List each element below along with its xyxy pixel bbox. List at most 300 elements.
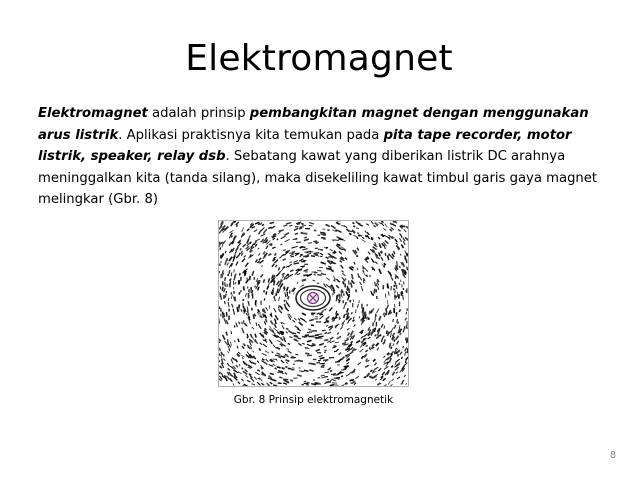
filing-dash (396, 296, 397, 298)
filing-dash (346, 291, 348, 296)
filing-dash (317, 362, 320, 363)
filing-dash (286, 332, 288, 334)
filing-dash (397, 377, 400, 379)
filing-dash (308, 329, 311, 330)
filing-dash (351, 312, 352, 314)
filing-dash (366, 275, 367, 277)
filing-dash (353, 381, 355, 383)
filing-dash (272, 264, 274, 267)
filing-dash (255, 300, 256, 305)
filing-dash (221, 296, 222, 300)
filing-dash (367, 235, 370, 239)
filing-dash (281, 360, 284, 363)
filing-dash (225, 377, 227, 381)
filing-dash (235, 340, 236, 342)
filing-dash (345, 355, 349, 356)
filing-dash (287, 349, 289, 350)
filing-dash (327, 322, 329, 323)
filing-dash (351, 268, 353, 270)
filing-dash (383, 313, 384, 316)
term-applications: pita tape recorder, motor listrik, speaker, relay dsb (38, 127, 572, 164)
filing-dash (299, 322, 303, 326)
filing-dash (237, 243, 241, 247)
filing-dash (334, 240, 339, 241)
filing-dash (336, 299, 337, 301)
filing-dash (396, 285, 397, 289)
filing-dash (285, 239, 290, 242)
filing-dash (337, 295, 338, 299)
filing-dash (273, 345, 277, 349)
filing-dash (350, 380, 355, 381)
filing-dash (345, 383, 347, 384)
filing-dash (255, 372, 259, 375)
filing-dash (361, 341, 363, 343)
filing-dash (367, 232, 369, 235)
filing-dash (400, 234, 402, 238)
filing-dash (383, 385, 387, 387)
filing-dash (238, 352, 240, 354)
filing-dash (260, 222, 262, 225)
filing-dash (279, 377, 282, 378)
filing-dash (228, 369, 230, 371)
filing-dash (339, 353, 342, 355)
filing-dash (273, 364, 276, 365)
filing-dash (258, 248, 259, 249)
filing-dash (382, 372, 385, 375)
filing-dash (242, 346, 244, 349)
filing-dash (264, 315, 266, 319)
filing-dash (379, 243, 381, 248)
filing-dash (314, 253, 319, 254)
filing-dash (299, 368, 301, 369)
filing-dash (302, 313, 306, 315)
filing-dash (398, 322, 399, 324)
filing-dash (336, 279, 340, 282)
filing-dash (294, 318, 297, 320)
filing-dash (388, 381, 390, 385)
filing-dash (225, 260, 227, 265)
filing-dash (288, 331, 292, 334)
filing-dash (220, 309, 221, 311)
filing-dash (348, 333, 350, 336)
filing-dash (390, 345, 391, 347)
filing-dash (257, 382, 261, 385)
filing-dash (384, 235, 389, 238)
filing-dash (239, 322, 241, 324)
filing-dash (250, 378, 254, 382)
filing-dash (252, 337, 255, 341)
filing-dash (335, 230, 337, 231)
filing-dash (244, 384, 248, 386)
filing-dash (257, 370, 260, 371)
filing-dash (279, 271, 281, 273)
filing-dash (259, 280, 260, 284)
filing-dash (260, 343, 262, 345)
filing-dash (351, 266, 353, 268)
filing-dash (387, 300, 388, 304)
filing-dash (258, 253, 260, 255)
filing-dash (244, 255, 246, 257)
filing-dash (379, 252, 381, 256)
filing-dash (229, 257, 232, 261)
filing-dash (253, 356, 255, 359)
filing-dash (323, 360, 328, 361)
filing-dash (392, 372, 394, 376)
filing-dash (225, 277, 226, 281)
filing-dash (242, 328, 244, 333)
filing-dash (366, 345, 368, 346)
filing-dash (346, 374, 350, 376)
filing-dash (245, 375, 248, 378)
filing-dash (387, 256, 389, 261)
filing-dash (349, 288, 350, 293)
filing-dash (270, 222, 274, 223)
filing-dash (387, 362, 389, 363)
filing-dash (340, 372, 343, 373)
filing-dash (261, 265, 263, 266)
filing-dash (392, 254, 393, 257)
filing-dash (283, 250, 286, 251)
filing-dash (266, 359, 269, 362)
filing-dash (371, 291, 373, 295)
filing-dash (289, 225, 292, 226)
filing-dash (238, 339, 239, 342)
filing-dash (317, 334, 322, 335)
filing-dash (284, 356, 286, 357)
filing-dash (358, 223, 360, 224)
filing-dash (287, 356, 289, 357)
filing-dash (245, 369, 248, 372)
filing-dash (326, 257, 329, 258)
filing-dash (285, 373, 287, 375)
filing-dash (385, 241, 389, 244)
filing-dash (391, 330, 392, 332)
filing-dash (399, 266, 400, 268)
filing-dash (316, 349, 320, 351)
filing-dash (328, 266, 331, 267)
filing-dash (385, 253, 386, 256)
filing-dash (321, 375, 325, 376)
filing-dash (394, 288, 395, 290)
filing-dash (375, 282, 376, 287)
filing-dash (288, 351, 292, 354)
filing-dash (319, 363, 324, 364)
filing-dash (304, 239, 309, 241)
filing-dash (330, 249, 333, 251)
filing-dash (403, 226, 405, 227)
filing-dash (311, 336, 314, 337)
filing-dash (372, 267, 373, 270)
filing-dash (338, 239, 343, 240)
filing-dash (309, 370, 313, 371)
filing-dash (394, 325, 396, 329)
filing-dash (393, 319, 394, 322)
filing-dash (401, 383, 403, 385)
filing-dash (326, 284, 330, 287)
filing-dash (220, 348, 221, 352)
filing-dash (259, 230, 262, 234)
filing-dash (281, 236, 286, 238)
filing-dash (231, 342, 232, 346)
filing-dash (358, 273, 360, 277)
filing-dash (382, 243, 384, 246)
filing-dash (249, 235, 251, 238)
filing-dash (363, 265, 364, 269)
filing-dash (238, 382, 240, 384)
filing-dash (279, 357, 282, 358)
filing-dash (319, 322, 321, 323)
filing-dash (277, 340, 282, 342)
filing-dash (252, 384, 256, 385)
filing-dash (266, 319, 267, 322)
filing-dash (246, 313, 247, 316)
filing-dash (402, 357, 403, 359)
filing-dash (250, 242, 252, 244)
filing-dash (297, 282, 298, 284)
filing-dash (275, 355, 280, 356)
filing-dash (228, 302, 229, 307)
filing-dash (263, 308, 265, 313)
filing-dash (262, 359, 265, 361)
filing-dash (290, 262, 292, 263)
filing-dash (304, 237, 306, 238)
filing-dash (276, 273, 279, 276)
filing-dash (404, 375, 406, 377)
filing-dash (270, 373, 274, 374)
filing-dash (334, 228, 336, 229)
filing-dash (320, 358, 325, 359)
filing-dash (397, 341, 399, 345)
filing-dash (406, 290, 407, 292)
filing-dash (341, 294, 342, 298)
filing-dash (234, 221, 236, 223)
filing-dash (321, 274, 326, 275)
filing-dash (385, 224, 388, 228)
filing-dash (256, 323, 257, 326)
filing-dash (228, 298, 229, 302)
filing-dash (262, 353, 267, 355)
filing-dash (406, 324, 407, 329)
filing-dash (230, 378, 233, 381)
filing-dash (392, 224, 396, 226)
filing-dash (376, 308, 379, 313)
filing-dash (259, 258, 261, 260)
filing-dash (331, 261, 333, 262)
filing-dash (279, 309, 282, 313)
filing-dash (403, 346, 404, 348)
filing-dash (354, 383, 356, 385)
filing-dash (390, 333, 391, 338)
filing-dash (383, 228, 386, 230)
filing-dash (279, 230, 284, 232)
filing-dash (384, 359, 387, 363)
filing-dash (391, 366, 393, 368)
filing-dash (280, 255, 283, 258)
filing-dash (378, 368, 381, 371)
filing-dash (366, 350, 368, 352)
filing-dash (283, 383, 287, 384)
filing-dash (346, 359, 349, 361)
filing-dash (375, 262, 377, 264)
filing-dash (258, 223, 260, 225)
filing-dash (286, 300, 287, 304)
filing-dash (383, 336, 385, 338)
filing-dash (269, 365, 274, 367)
filing-dash (268, 278, 269, 282)
filing-dash (247, 306, 248, 311)
filing-dash (276, 293, 277, 296)
term-elektromagnet: Elektromagnet (38, 106, 148, 121)
filing-dash (396, 336, 399, 340)
filing-dash (247, 287, 248, 289)
filing-dash (381, 257, 383, 261)
filing-dash (372, 344, 375, 347)
filing-dash (333, 253, 336, 254)
filing-dash (253, 315, 254, 319)
filing-dash (375, 367, 379, 369)
text-segment: adalah prinsip (147, 106, 250, 121)
filing-dash (286, 308, 287, 310)
filing-dash (224, 313, 225, 317)
filing-dash (301, 223, 304, 224)
filing-dash (368, 332, 370, 336)
filing-dash (364, 268, 368, 272)
filing-dash (283, 379, 288, 380)
filing-dash (286, 362, 288, 364)
filing-dash (255, 334, 256, 338)
filing-dash (235, 282, 236, 284)
filing-dash (356, 255, 358, 256)
filing-dash (321, 238, 325, 239)
filing-dash (254, 230, 257, 232)
filing-dash (221, 355, 222, 360)
filing-dash (261, 316, 262, 318)
filing-dash (288, 344, 290, 345)
filing-dash (330, 337, 334, 339)
filing-dash (403, 295, 404, 300)
filing-dash (330, 379, 333, 381)
filing-dash (389, 384, 392, 386)
filing-dash (279, 297, 280, 301)
filing-dash (347, 328, 350, 330)
filing-dash (353, 235, 357, 237)
filing-dash (400, 238, 402, 242)
filing-dash (290, 270, 293, 272)
filing-dash (255, 244, 257, 247)
filing-dash (407, 327, 408, 329)
filing-dash (352, 281, 354, 284)
filing-dash (395, 296, 396, 300)
filing-dash (325, 332, 327, 333)
filing-dash (286, 328, 289, 329)
filing-dash (379, 269, 381, 274)
filing-dash (311, 364, 316, 365)
filing-dash (265, 363, 268, 365)
filing-dash (345, 302, 346, 305)
filing-dash (275, 319, 277, 324)
filing-dash (307, 348, 310, 349)
filing-dash (254, 377, 257, 380)
filing-dash (236, 225, 237, 227)
filing-dash (375, 379, 377, 380)
filing-dash (277, 239, 278, 241)
filing-dash (244, 320, 245, 324)
figure-caption: Gbr. 8 Prinsip elektromagnetik (233, 394, 394, 406)
filing-dash (338, 378, 340, 379)
filing-dash (353, 299, 354, 301)
filing-dash (363, 280, 364, 283)
filing-dash (327, 278, 330, 281)
filing-dash (366, 258, 367, 260)
filing-dash (255, 239, 260, 241)
filing-dash (277, 281, 280, 285)
filing-dash (263, 256, 266, 259)
filing-dash (282, 326, 284, 330)
filing-dash (326, 325, 328, 327)
filing-dash (236, 262, 238, 266)
filing-dash (228, 339, 229, 344)
filing-dash (351, 282, 352, 287)
filing-dash (343, 368, 347, 370)
filing-dash (360, 282, 362, 285)
filing-dash (400, 254, 401, 256)
filing-dash (391, 286, 392, 290)
filing-dash (373, 247, 377, 250)
filing-dash (282, 275, 283, 278)
filing-dash (407, 350, 408, 353)
filing-dash (243, 344, 245, 347)
filing-dash (264, 321, 266, 324)
filing-dash (298, 343, 301, 345)
filing-dash (365, 366, 368, 367)
filing-dash (330, 371, 332, 372)
filing-dash (374, 363, 376, 366)
filing-dash (353, 320, 355, 322)
filing-dash (344, 305, 345, 309)
filing-dash (375, 335, 376, 337)
filing-dash (304, 370, 309, 371)
filing-dash (317, 275, 321, 276)
text-segment: . Sebatang kawat yang diberikan listrik DC arahnya meninggalkan kita (tanda silang), maka disekeliling kawat timbul garis gaya magnet melingkar (Gbr. 8) (38, 149, 598, 207)
filing-dash (329, 308, 332, 312)
filing-dash (294, 261, 298, 263)
filing-dash (403, 241, 405, 244)
filing-dash (280, 356, 285, 358)
filing-dash (398, 354, 399, 356)
filing-dash (392, 327, 394, 330)
filing-dash (366, 224, 369, 226)
filing-dash (352, 223, 354, 224)
filing-dash (357, 248, 359, 251)
filing-dash (225, 227, 229, 231)
filing-dash (405, 352, 406, 356)
filing-dash (340, 261, 342, 263)
filing-dash (235, 251, 236, 253)
filing-dash (290, 380, 293, 381)
filing-dash (405, 318, 407, 321)
filing-dash (293, 246, 298, 247)
filing-dash (263, 279, 264, 282)
filing-dash (249, 289, 250, 292)
filing-dash (350, 335, 352, 337)
filing-dash (305, 348, 307, 349)
filing-dash (357, 268, 358, 270)
filing-dash (349, 352, 353, 355)
magnetic-field-figure (218, 220, 409, 387)
filing-dash (334, 257, 337, 258)
filing-dash (342, 273, 345, 275)
filing-dash (233, 383, 234, 385)
